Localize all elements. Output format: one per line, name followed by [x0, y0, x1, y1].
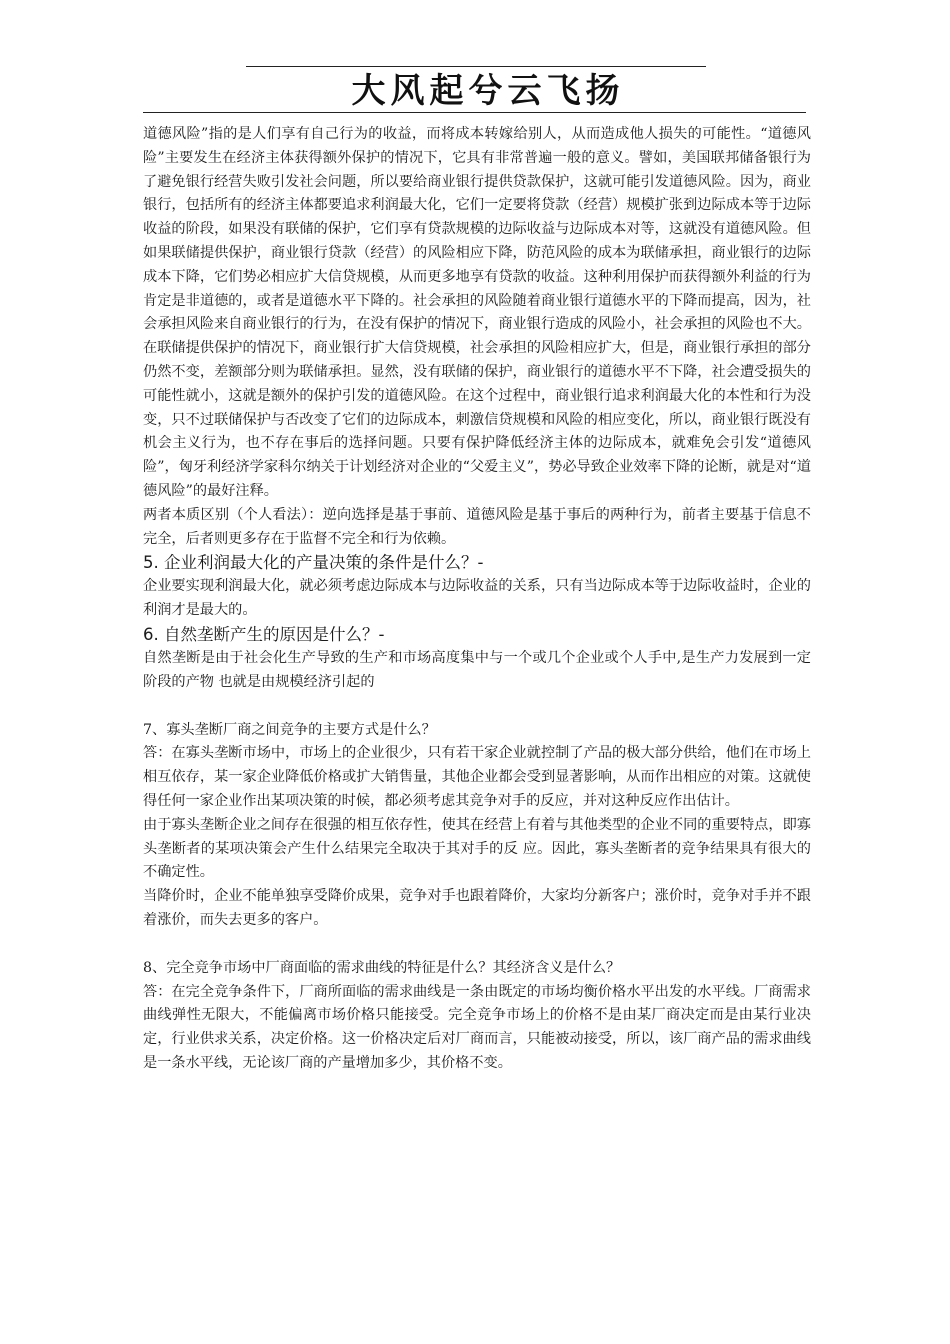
- question-8-text: 8、完全竞争市场中厂商面临的需求曲线的特征是什么？其经济含义是什么？: [143, 959, 621, 976]
- banner-title: 大风起兮云飞扬: [351, 71, 625, 111]
- question-5-heading: 5. 企业利润最大化的产量决策的条件是什么？-: [143, 553, 484, 573]
- document-body: [143, 123, 811, 1076]
- spacer: [143, 933, 811, 957]
- question-7-answer-part-3: 当降价时，企业不能单独享受降价成果，竞争对手也跟着降价，大家均分新客户；涨价时，竞争对手并不跟着涨价，而失去更多的客户。: [143, 888, 811, 928]
- header-rule-top: [246, 66, 706, 67]
- spacer: [143, 695, 811, 719]
- question-8-answer: 答：在完全竞争条件下，厂商所面临的需求曲线是一条由既定的市场均衡价格水平出发的水平线。厂商需求曲线弹性无限大，不能偏离市场价格只能接受。完全竞争市场上的价格不是由某厂商决定而是由某行业决定，行业供求关系，决定价格。这一价格决定后对厂商而言，只能被动接受，所以，该厂商产品的需求曲线是一条水平线，无论该厂商的产量增加多少，其价格不变。: [143, 983, 811, 1071]
- question-7-answer-part-2: 由于寡头垄断企业之间存在很强的相互依存性，使其在经营上有着与其他类型的企业不同的重要特点，即寡头垄断者的某项决策会产生什么结果完全取决于其对手的反 应。因此，寡头垄断者的竞争结果具有很大的不确定性。: [143, 816, 811, 881]
- difference-paragraph: 两者本质区别（个人看法）：逆向选择是基于事前、道德风险是基于事后的两种行为，前者主要基于信息不完全，后者则更多存在于监督不完全和行为依赖。: [143, 506, 811, 547]
- moral-hazard-paragraph: 道德风险”指的是人们享有自己行为的收益，而将成本转嫁给别人，从而造成他人损失的可能性。“道德风险”主要发生在经济主体获得额外保护的情况下，它具有非常普遍一般的意义。譬如，美国联邦储备银行为了避免银行经营失败引发社会问题，所以要给商业银行提供贷款保护，这就可能引发道德风险。因为，商业银行，包括所有的经济主体都要追求利润最大化，它们一定要将贷款（经营）规模扩张到边际成本等于边际收益的阶段，如果没有联储的保护，它们享有贷款规模的边际收益与边际成本对等，这就没有道德风险。但如果联储提供保护，商业银行贷款（经营）的风险相应下降，防范风险的成本为联储承担，商业银行的边际成本下降，它们势必相应扩大信贷规模，从而更多地享有贷款的收益。这种利用保护而获得额外利益的行为肯定是非道德的，或者是道德水平下降的。社会承担的风险随着商业银行道德水平的下降而提高，因为，社会承担风险来自商业银行的行为，在没有保护的情况下，商业银行造成的风险小，社会承担的风险也不大。在联储提供保护的情况下，商业银行扩大信贷规模，社会承担的风险相应扩大，但是，商业银行承担的部分仍然不变，差额部分则为联储承担。显然，没有联储的保护，商业银行的道德水平不下降，社会遭受损失的可能性就小，这就是额外的保护引发的道德风险。在这个过程中，商业银行追求利润最大化的本性和行为没变，只不过联储保护与否改变了它们的边际成本，刺激信贷规模和风险的相应变化，所以，商业银行既没有机会主义行为，也不存在事后的选择问题。只要有保护降低经济主体的边际成本，就难免会引发“道德风险”，匈牙利经济学家科尔纳关于计划经济对企业的“父爱主义”，势必导致企业效率下降的论断，就是对“道德风险”的最好注释。: [143, 126, 811, 499]
- question-6-heading: 6. 自然垄断产生的原因是什么？-: [143, 624, 385, 644]
- question-6-answer: 自然垄断是由于社会化生产导致的生产和市场高度集中与一个或几个企业或个人手中,是生产力发展到一定阶段的产物 也就是由规模经济引起的: [143, 649, 811, 690]
- question-7-text: 7、寡头垄断厂商之间竞争的主要方式是什么？: [143, 721, 436, 738]
- question-5-answer: 企业要实现利润最大化，就必须考虑边际成本与边际收益的关系，只有当边际成本等于边际收益时，企业的利润才是最大的。: [143, 578, 811, 619]
- header-rule-bottom: [143, 112, 806, 113]
- question-7-answer-part-1: 答：在寡头垄断市场中，市场上的企业很少，只有若干家企业就控制了产品的极大部分供给，他们在市场上相互依存，某一家企业降低价格或扩大销售量，其他企业都会受到显著影响，从而作出相应的对策。这就使得任何一家企业作出某项决策的时候，都必须考虑其竞争对手的反应，并对这种反应作出估计。: [143, 745, 811, 809]
